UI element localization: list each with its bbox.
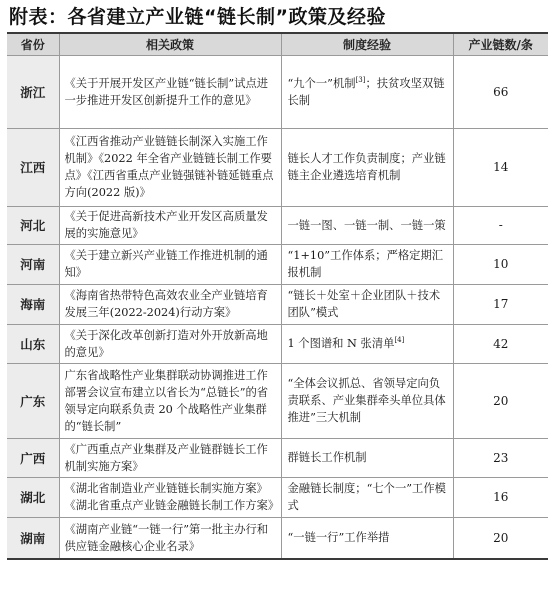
- count-cell: 23: [453, 438, 548, 477]
- experience-cell: “全体会议抓总、省领导定向负责联系、产业集群牵头单位具体推进”三大机制: [281, 363, 453, 438]
- table-row: [7, 517, 548, 559]
- header-province: 省份: [7, 33, 59, 55]
- policy-cell: 《广西重点产业集群及产业链群链长工作机制实施方案》: [59, 438, 281, 477]
- experience-cell: “1+10”工作体系；严格定期汇报机制: [281, 244, 453, 284]
- policy-cell: 《海南省热带特色高效农业全产业链培育发展三年(2022-2024)行动方案》: [59, 284, 281, 324]
- count-cell: 20: [453, 517, 548, 559]
- policy-cell: 广东省战略性产业集群联动协调推进工作部署会议宣布建立以省长为“总链长”的省领导定向联系负责 20 个战略性产业集群的“链长制”: [59, 363, 281, 438]
- experience-text: 1 个图谱和 N 张清单: [287, 337, 395, 350]
- experience-cell: [281, 324, 453, 363]
- header-row: [7, 33, 548, 55]
- experience-cell: 一链一图、一链一制、一链一策: [281, 206, 453, 244]
- table-row: [7, 128, 548, 206]
- policy-cell: 《关于建立新兴产业链工作推进机制的通知》: [59, 244, 281, 284]
- table-row: [7, 55, 548, 128]
- province-cell: 湖南: [7, 517, 59, 559]
- count-cell: 42: [453, 324, 548, 363]
- header-experience: 制度经验: [281, 33, 453, 55]
- experience-text-tail: ；扶贫攻坚双链长制: [287, 76, 445, 107]
- province-cell: 江西: [7, 128, 59, 206]
- province-cell: 山东: [7, 324, 59, 363]
- policy-cell: 《湖南产业链“一链一行”第一批主办行和供应链金融核心企业名录》: [59, 517, 281, 559]
- table-row: [7, 324, 548, 363]
- province-cell: 河北: [7, 206, 59, 244]
- experience-cell: 金融链长制度；“七个一”工作模式: [281, 477, 453, 517]
- province-cell: 广西: [7, 438, 59, 477]
- table-row: [7, 363, 548, 438]
- count-cell: 66: [453, 55, 548, 128]
- header-policy: 相关政策: [59, 33, 281, 55]
- experience-cell: 群链长工作机制: [281, 438, 453, 477]
- count-cell: 14: [453, 128, 548, 206]
- province-cell: 广东: [7, 363, 59, 438]
- province-cell: 浙江: [7, 55, 59, 128]
- table-row: [7, 284, 548, 324]
- policy-cell: 《关于开展开发区产业链“链长制”试点进一步推进开发区创新提升工作的意见》: [59, 55, 281, 128]
- table-row: [7, 206, 548, 244]
- header-count: 产业链数/条: [453, 33, 548, 55]
- policy-cell: 《关于促进高新技术产业开发区高质量发展的实施意见》: [59, 206, 281, 244]
- experience-cell: 链长人才工作负责制度；产业链链主企业遴选培育机制: [281, 128, 453, 206]
- count-cell: 17: [453, 284, 548, 324]
- experience-cell: [281, 55, 453, 128]
- count-cell: -: [453, 206, 548, 244]
- province-cell: 湖北: [7, 477, 59, 517]
- table-row: [7, 477, 548, 517]
- policy-table: [7, 32, 548, 560]
- count-cell: 10: [453, 244, 548, 284]
- experience-text: “九个一”机制: [287, 76, 356, 90]
- experience-cell: “链长＋处室＋企业团队＋技术团队”模式: [281, 284, 453, 324]
- province-cell: 河南: [7, 244, 59, 284]
- table-row: [7, 438, 548, 477]
- policy-cell: 《湖北省制造业产业链链长制实施方案》《湖北省重点产业链金融链长制工作方案》: [59, 477, 281, 517]
- policy-cell: 《江西省推动产业链链长制深入实施工作机制》《2022 年全省产业链链长制工作要点》《江西省重点产业链强链补链延链重点方向(2022 版)》: [59, 128, 281, 206]
- count-cell: 16: [453, 477, 548, 517]
- table-title: 附表：各省建立产业链“链长制”政策及经验: [9, 6, 386, 28]
- reference-mark: [4]: [394, 336, 405, 344]
- experience-cell: “一链一行”工作举措: [281, 517, 453, 559]
- reference-mark: [3]: [355, 75, 366, 84]
- count-cell: 20: [453, 363, 548, 438]
- policy-cell: 《关于深化改革创新打造对外开放新高地的意见》: [59, 324, 281, 363]
- table-row: [7, 244, 548, 284]
- province-cell: 海南: [7, 284, 59, 324]
